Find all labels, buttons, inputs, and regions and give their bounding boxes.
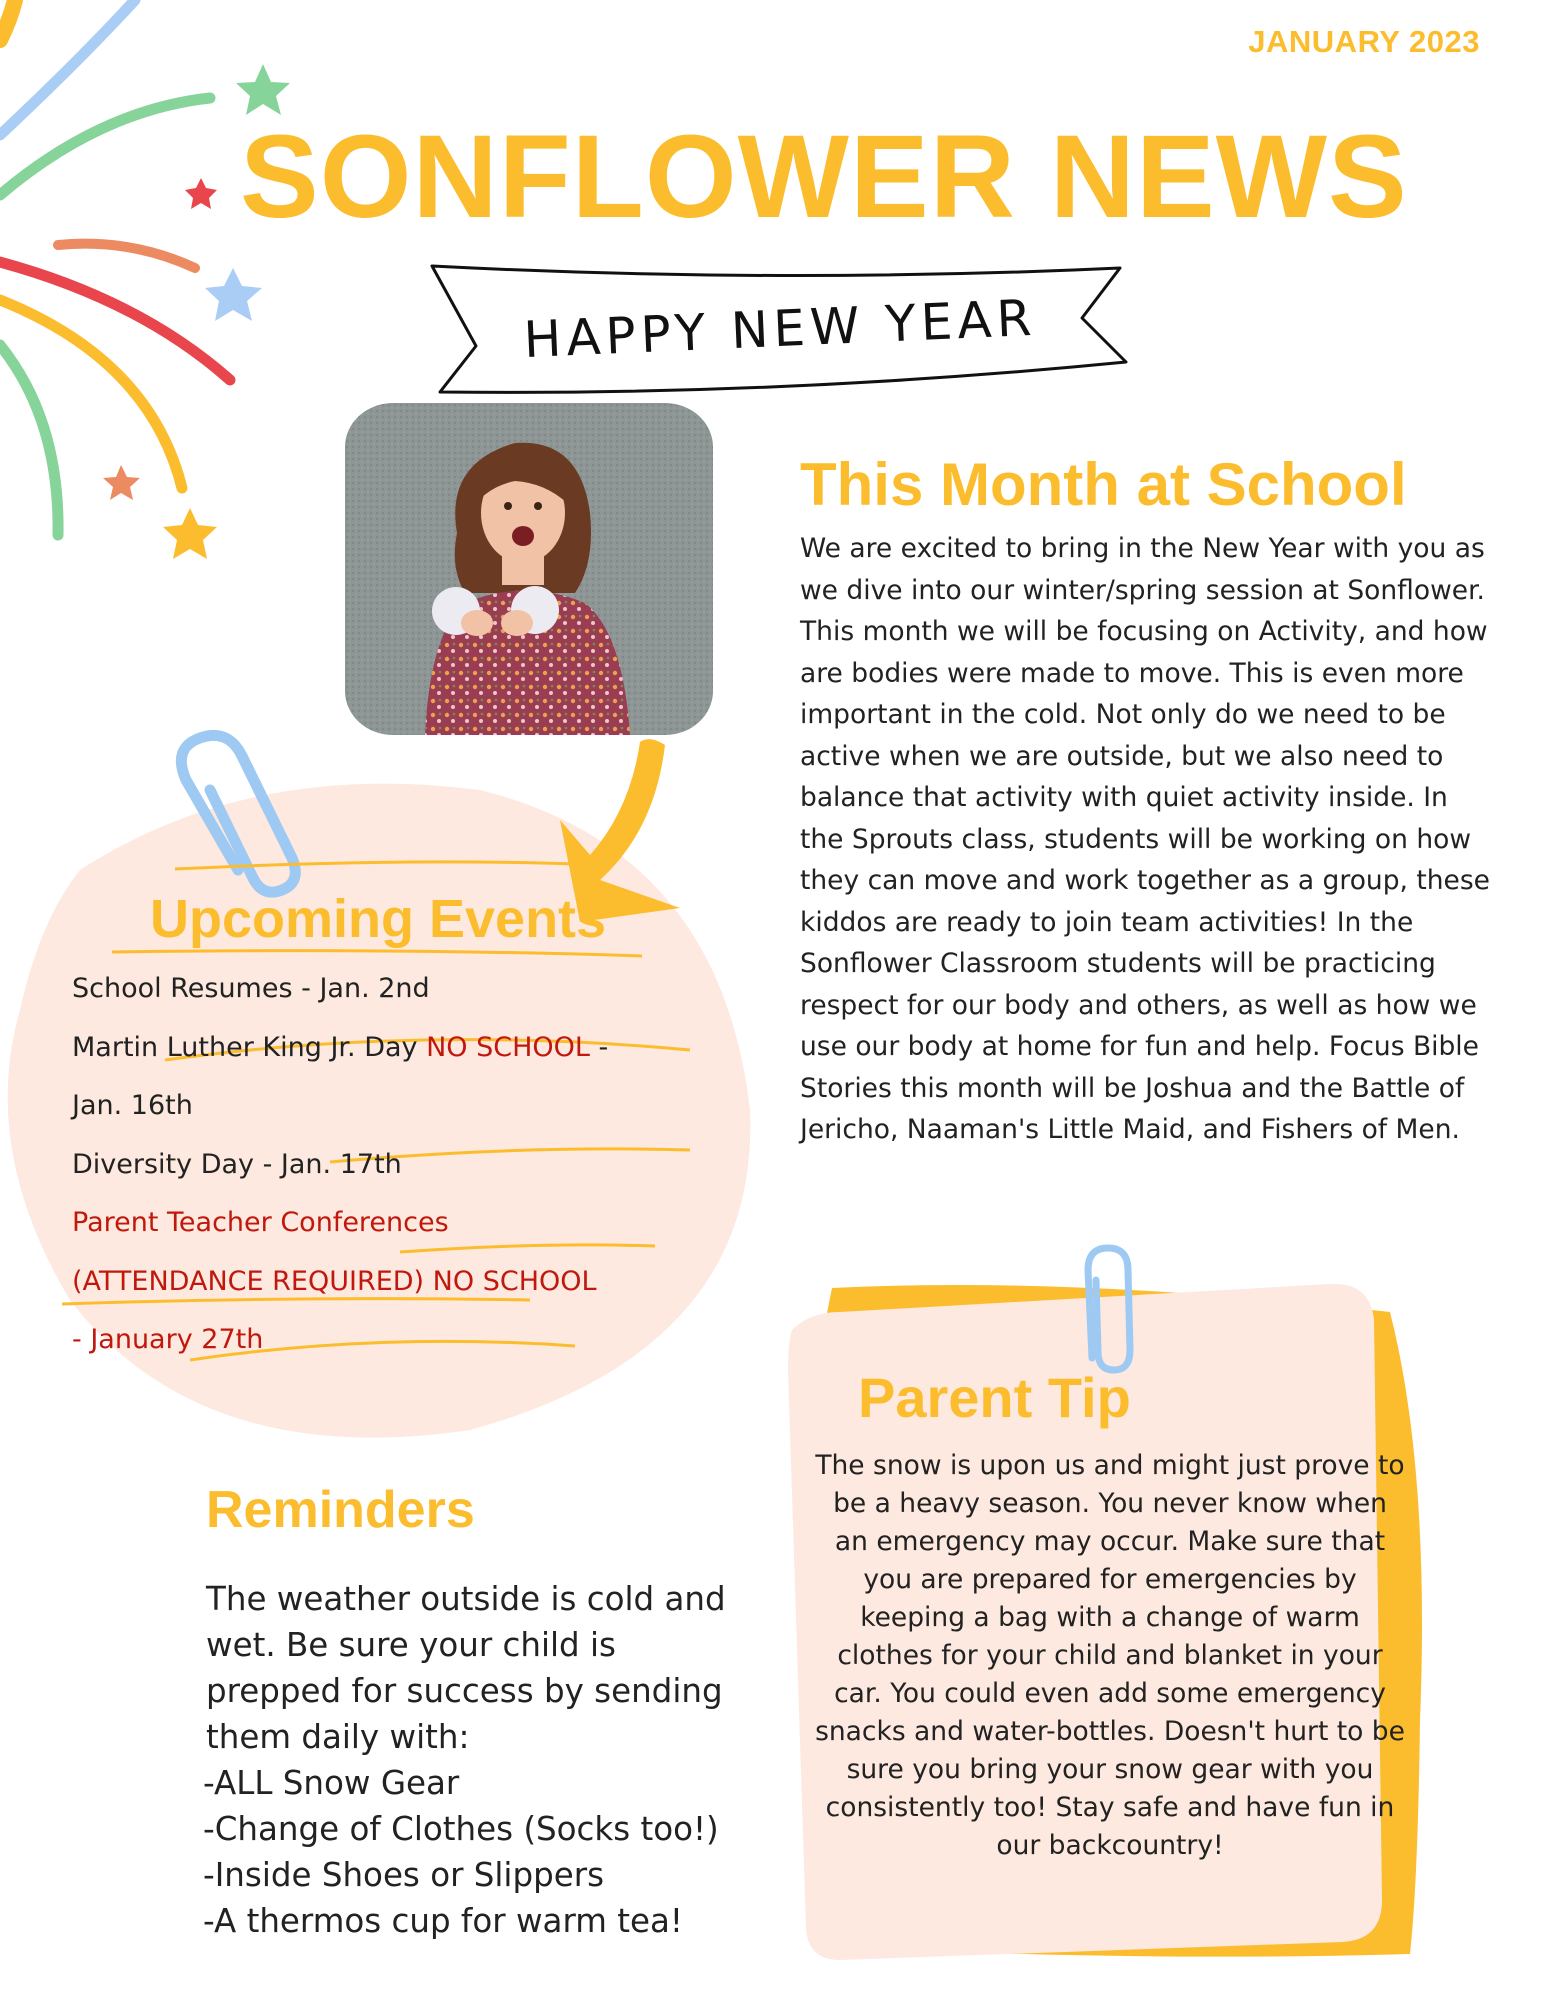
reminder-item: -A thermos cup for warm tea! xyxy=(203,1902,683,1940)
fireworks-decoration xyxy=(0,0,320,580)
event-mlk-dash: - xyxy=(589,1031,609,1063)
blue-star-icon xyxy=(205,268,262,321)
orange-star-icon xyxy=(103,465,140,500)
event-ptc-line2: (ATTENDANCE REQUIRED) NO SCHOOL xyxy=(72,1265,597,1297)
student-photo xyxy=(345,403,713,735)
event-diversity-day: Diversity Day - Jan. 17th xyxy=(72,1148,402,1180)
reminders-intro: The weather outside is cold and wet. Be sure your child is prepped for success by sending them daily with: xyxy=(206,1580,726,1756)
parent-tip-body: The snow is upon us and might just prove to be a heavy season. You never know when an emergency may occur. Make sure that you are prepared for emergencies by keeping a bag with a change of warm clothes for your child and blanket in your car. You could even add some emergency snacks and water-bottles. Doesn't hurt to be sure you bring your snow gear with you consistently too! Stay safe and have fun in our backcountry! xyxy=(815,1450,1405,1861)
banner-text: HAPPY NEW YEAR xyxy=(522,288,1038,370)
yellow-star-icon xyxy=(163,508,217,559)
event-mlk-date: Jan. 16th xyxy=(72,1090,193,1121)
reminders-list xyxy=(203,1760,763,1944)
event-mlk-name: Martin Luther King Jr. Day xyxy=(72,1031,427,1063)
newsletter-title: SONFLOWER NEWS xyxy=(240,111,1408,243)
event-ptc-line3: - January 27th xyxy=(72,1324,264,1355)
event-mlk-day xyxy=(72,1019,712,1078)
reminder-item: -Inside Shoes or Slippers xyxy=(203,1856,605,1894)
month-heading: This Month at School xyxy=(800,451,1407,518)
events-heading: Upcoming Events xyxy=(150,889,607,949)
month-body: We are excited to bring in the New Year with you as we dive into our winter/spring session at Sonflower. This month we will be focusing on Activity, and how are bodies were made to move. This is even more important in the cold. Not only do we need to be active when we are outside, but we also need to balance that activity with quiet activity inside. In the Sprouts class, students will be working on how they can move and work together as a group, these kiddos are ready to join team activities! In the Sonflower Classroom students will be practicing respect for our body and others, as well as how we use our body at home for fun and help. Focus Bible Stories this month will be Joshua and the Battle of Jericho, Naaman's Little Maid, and Fishers of Men. xyxy=(800,533,1490,1145)
events-list xyxy=(72,960,712,1370)
reminder-item: -ALL Snow Gear xyxy=(203,1764,460,1802)
reminder-item: -Change of Clothes (Socks too!) xyxy=(203,1810,719,1848)
reminders-heading: Reminders xyxy=(206,1481,475,1539)
green-star-icon xyxy=(236,64,290,115)
event-ptc-line1: Parent Teacher Conferences xyxy=(72,1207,449,1238)
event-mlk-no-school: NO SCHOOL xyxy=(426,1031,590,1063)
newsletter-date: JANUARY 2023 xyxy=(1248,24,1480,59)
red-star-icon xyxy=(185,178,217,209)
event-school-resumes: School Resumes - Jan. 2nd xyxy=(72,973,430,1004)
parent-tip-heading: Parent Tip xyxy=(858,1366,1131,1429)
